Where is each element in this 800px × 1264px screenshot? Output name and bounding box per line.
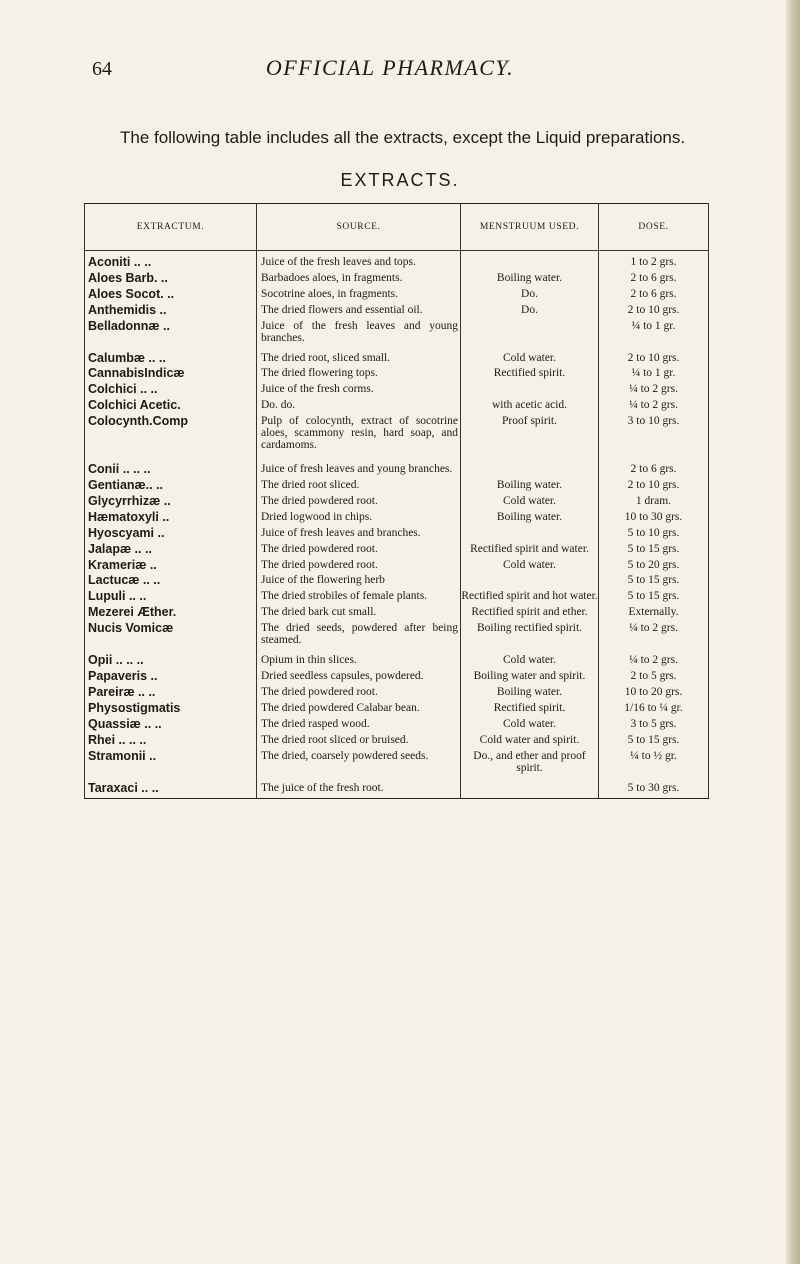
header-extractum: EXTRACTUM. [85,204,257,251]
extract-menstruum: Rectified spirit and water. [461,543,599,559]
extract-menstruum: Rectified spirit and ether. [461,606,599,622]
header-dose: DOSE. [599,204,709,251]
extract-dose: 10 to 20 grs. [599,686,709,702]
extract-source: Socotrine aloes, in fragments. [257,288,461,304]
header-menstruum: MENSTRUUM USED. [461,204,599,251]
extract-source: The dried strobiles of female plants. [257,590,461,606]
extract-source: The dried seeds, powdered after being steamed. [257,622,461,654]
extract-source: Do. do. [257,399,461,415]
extract-name: Papaveris .. [88,669,158,684]
table-row [85,670,709,686]
extract-menstruum: Cold water. [461,495,599,511]
extract-name: Glycyrrhizæ .. [88,493,171,508]
extract-menstruum [461,463,599,479]
table-row [85,527,709,543]
extract-menstruum: Boiling rectified spirit. [461,622,599,654]
extract-dose: ¼ to 1 gr. [599,367,709,383]
extract-menstruum [461,527,599,543]
table-row [85,256,709,272]
table-row [85,415,709,463]
extract-menstruum: with acetic acid. [461,399,599,415]
extract-dose: 5 to 15 grs. [599,590,709,606]
extract-name: Conii .. .. .. [88,462,151,477]
extract-source: The dried bark cut small. [257,606,461,622]
extract-name: Colchici Acetic. [88,398,181,413]
extract-menstruum: Boiling water and spirit. [461,670,599,686]
extract-menstruum: Cold water and spirit. [461,734,599,750]
table-row [85,782,709,798]
table-row [85,686,709,702]
extract-dose: 10 to 30 grs. [599,511,709,527]
extract-dose: ¼ to 2 grs. [599,622,709,654]
extract-source: Juice of the flowering herb [257,574,461,590]
extract-name: Anthemidis .. [88,302,167,317]
extract-dose: 2 to 10 grs. [599,304,709,320]
extract-name: Jalapæ .. .. [88,541,152,556]
spacer-row [85,797,709,798]
extract-dose: 2 to 10 grs. [599,352,709,368]
table-row [85,304,709,320]
extract-dose: ¼ to 2 grs. [599,399,709,415]
extract-menstruum: Proof spirit. [461,415,599,463]
extract-name: Nucis Vomicæ [88,621,174,636]
extract-menstruum [461,256,599,272]
extract-name: Rhei .. .. .. [88,732,147,747]
extract-name: CannabisIndicæ [88,366,185,381]
extract-dose: 5 to 15 grs. [599,543,709,559]
extract-dose: 1 to 2 grs. [599,256,709,272]
table-row [85,272,709,288]
extract-menstruum: Do. [461,288,599,304]
extract-source: Juice of fresh leaves and branches. [257,527,461,543]
extract-menstruum: Do. [461,304,599,320]
extract-menstruum [461,383,599,399]
extract-menstruum: Rectified spirit. [461,702,599,718]
table-body [85,251,709,799]
table-row [85,288,709,304]
page-number: 64 [92,58,112,80]
extract-source: Juice of fresh leaves and young branches. [257,463,461,479]
extract-dose: 1 dram. [599,495,709,511]
extract-source: The dried root, sliced small. [257,352,461,368]
extract-source: The dried flowering tops. [257,367,461,383]
extract-source: The dried flowers and essential oil. [257,304,461,320]
extract-source: The dried powdered root. [257,543,461,559]
table-row [85,495,709,511]
extract-dose: Externally. [599,606,709,622]
extract-dose: 2 to 6 grs. [599,272,709,288]
extract-name: Aloes Barb. .. [88,270,168,285]
extract-source: The juice of the fresh root. [257,782,461,798]
extract-menstruum: Boiling water. [461,479,599,495]
extract-name: Krameriæ .. [88,557,157,572]
table-row [85,543,709,559]
table-row [85,383,709,399]
extract-name: Physostigmatis [88,700,181,715]
extract-name: Belladonnæ .. [88,318,170,333]
running-head [0,55,800,86]
extract-dose: 3 to 5 grs. [599,718,709,734]
extract-dose: 5 to 10 grs. [599,527,709,543]
extract-menstruum: Cold water. [461,559,599,575]
extract-source: Juice of the fresh corms. [257,383,461,399]
extract-name: Aloes Socot. .. [88,286,175,301]
table-row [85,511,709,527]
extracts-table [84,203,709,799]
extract-dose: 3 to 10 grs. [599,415,709,463]
extract-name: Stramonii .. [88,748,157,763]
extract-menstruum [461,782,599,798]
extract-name: Hyoscyami .. [88,525,165,540]
extract-source: Pulp of colocynth, extract of socotrine aloes, scammony resin, hard soap, and cardamoms. [257,415,461,463]
table-row [85,463,709,479]
table-row [85,702,709,718]
table-row [85,352,709,368]
extract-source: Juice of the fresh leaves and young branches. [257,320,461,352]
table-row [85,479,709,495]
table-row [85,654,709,670]
extract-dose: ¼ to 2 grs. [599,654,709,670]
table-row [85,367,709,383]
table-row [85,734,709,750]
extract-dose: ¼ to 2 grs. [599,383,709,399]
running-title: OFFICIAL PHARMACY. [265,55,515,80]
extract-dose: 5 to 15 grs. [599,734,709,750]
extract-source: Opium in thin slices. [257,654,461,670]
extract-source: The dried powdered Calabar bean. [257,702,461,718]
extract-menstruum: Boiling water. [461,686,599,702]
extract-menstruum: Do., and ether and proof spirit. [461,750,599,782]
extract-source: The dried root sliced or bruised. [257,734,461,750]
extract-menstruum [461,574,599,590]
extract-name: Colchici .. .. [88,382,158,397]
extract-name: Opii .. .. .. [88,653,144,668]
header-source: SOURCE. [257,204,461,251]
extract-source: The dried powdered root. [257,495,461,511]
extract-source: Juice of the fresh leaves and tops. [257,256,461,272]
extract-menstruum: Boiling water. [461,511,599,527]
table-row [85,606,709,622]
extract-source: The dried powdered root. [257,559,461,575]
table-row [85,320,709,352]
extract-dose: ¼ to ½ gr. [599,750,709,782]
table-row [85,574,709,590]
extract-source: The dried, coarsely powdered seeds. [257,750,461,782]
extract-source: The dried rasped wood. [257,718,461,734]
table-row [85,750,709,782]
extract-name: Taraxaci .. .. [88,780,159,795]
extract-dose: 2 to 6 grs. [599,463,709,479]
extract-name: Mezerei Æther. [88,605,177,620]
extract-name: Pareiræ .. .. [88,684,156,699]
table-row [85,622,709,654]
extract-source: The dried root sliced. [257,479,461,495]
extract-menstruum: Cold water. [461,718,599,734]
extract-dose: 1/16 to ¼ gr. [599,702,709,718]
extract-name: Gentianæ.. .. [88,477,164,492]
header-row [85,204,709,251]
extract-name: Aconiti .. .. [88,255,152,269]
table-row [85,590,709,606]
extract-dose: 2 to 5 grs. [599,670,709,686]
extract-menstruum: Cold water. [461,654,599,670]
extract-name: Hæmatoxyli .. [88,509,170,524]
extract-menstruum: Boiling water. [461,272,599,288]
extract-source: Barbadoes aloes, in fragments. [257,272,461,288]
extract-dose: 5 to 15 grs. [599,574,709,590]
extract-dose: 5 to 20 grs. [599,559,709,575]
extract-dose: 2 to 6 grs. [599,288,709,304]
extract-menstruum: Rectified spirit and hot water. [461,590,599,606]
extract-menstruum: Rectified spirit. [461,367,599,383]
section-heading: EXTRACTS. [340,170,460,190]
extract-name: Lactucæ .. .. [88,573,161,588]
extract-dose: 5 to 30 grs. [599,782,709,798]
table-row [85,559,709,575]
extract-menstruum: Cold water. [461,352,599,368]
extract-source: Dried seedless capsules, powdered. [257,670,461,686]
extract-dose: 2 to 10 grs. [599,479,709,495]
intro-paragraph: The following table includes all the extracts, except the Liquid preparations. [120,128,686,147]
table-row [85,399,709,415]
extract-name: Calumbæ .. .. [88,350,166,365]
extract-name: Quassiæ .. .. [88,716,162,731]
extract-name: Lupuli .. .. [88,589,147,604]
extract-menstruum [461,320,599,352]
extract-dose: ¼ to 1 gr. [599,320,709,352]
extract-source: The dried powdered root. [257,686,461,702]
extract-name: Colocynth.Comp [88,414,188,429]
table-row [85,718,709,734]
extract-source: Dried logwood in chips. [257,511,461,527]
